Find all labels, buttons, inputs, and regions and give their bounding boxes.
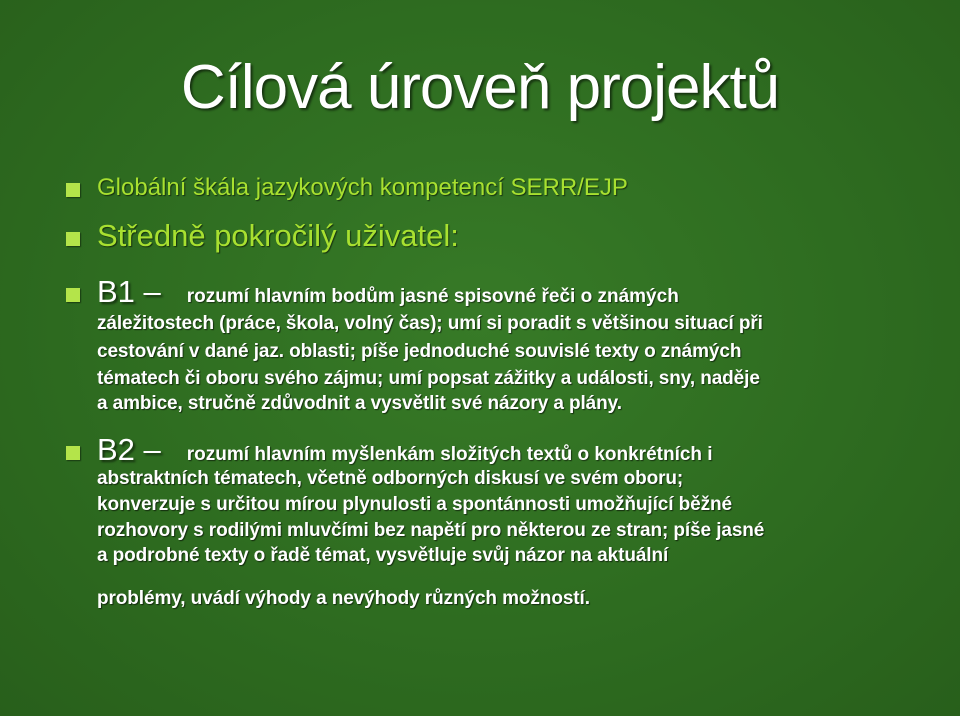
b2-label: B2 –: [97, 432, 161, 467]
slide-title: Cílová úroveň projektů: [180, 53, 780, 122]
bullet-marker: [66, 183, 80, 197]
b1-first-line: [97, 274, 679, 310]
b2-line-2: abstraktních tématech, včetně odborných diskusí ve svém oboru;: [97, 468, 684, 489]
bullet-marker: [66, 288, 80, 302]
bullet-marker: [66, 446, 80, 460]
b1-line-1: rozumí hlavním bodům jasné spisovné řeči o známých: [186, 286, 679, 307]
b1-line-4: tématech či oboru svého zájmu; umí popsat zážitky a události, sny, naděje: [97, 368, 760, 389]
b1-line-5: a ambice, stručně zdůvodnit a vysvětlit své názory a plány.: [97, 393, 622, 414]
b2-line-6: problémy, uvádí výhody a nevýhody různých možností.: [97, 588, 590, 609]
b2-first-line: [97, 432, 713, 468]
b2-line-1: rozumí hlavním myšlenkám složitých textů o konkrétních i: [186, 444, 713, 465]
bullet-marker: [66, 232, 80, 246]
bullet-text-framework: Globální škála jazykových kompetencí SERR/EJP: [97, 174, 628, 201]
b2-line-5: a podrobné texty o řadě témat, vysvětluje svůj názor na aktuální: [97, 545, 669, 566]
b2-line-4: rozhovory s rodilými mluvčími bez napětí pro některou ze stran; píše jasné: [97, 520, 765, 541]
b1-label: B1 –: [97, 274, 161, 309]
bullet-text-level: Středně pokročilý uživatel:: [97, 218, 459, 253]
b2-line-3: konverzuje s určitou mírou plynulosti a spontánnosti umožňující běžné: [97, 494, 732, 515]
b1-line-2: záležitostech (práce, škola, volný čas); umí si poradit s většinou situací při: [97, 313, 763, 334]
b1-line-3: cestování v dané jaz. oblasti; píše jednoduché souvislé texty o známých: [97, 341, 742, 362]
